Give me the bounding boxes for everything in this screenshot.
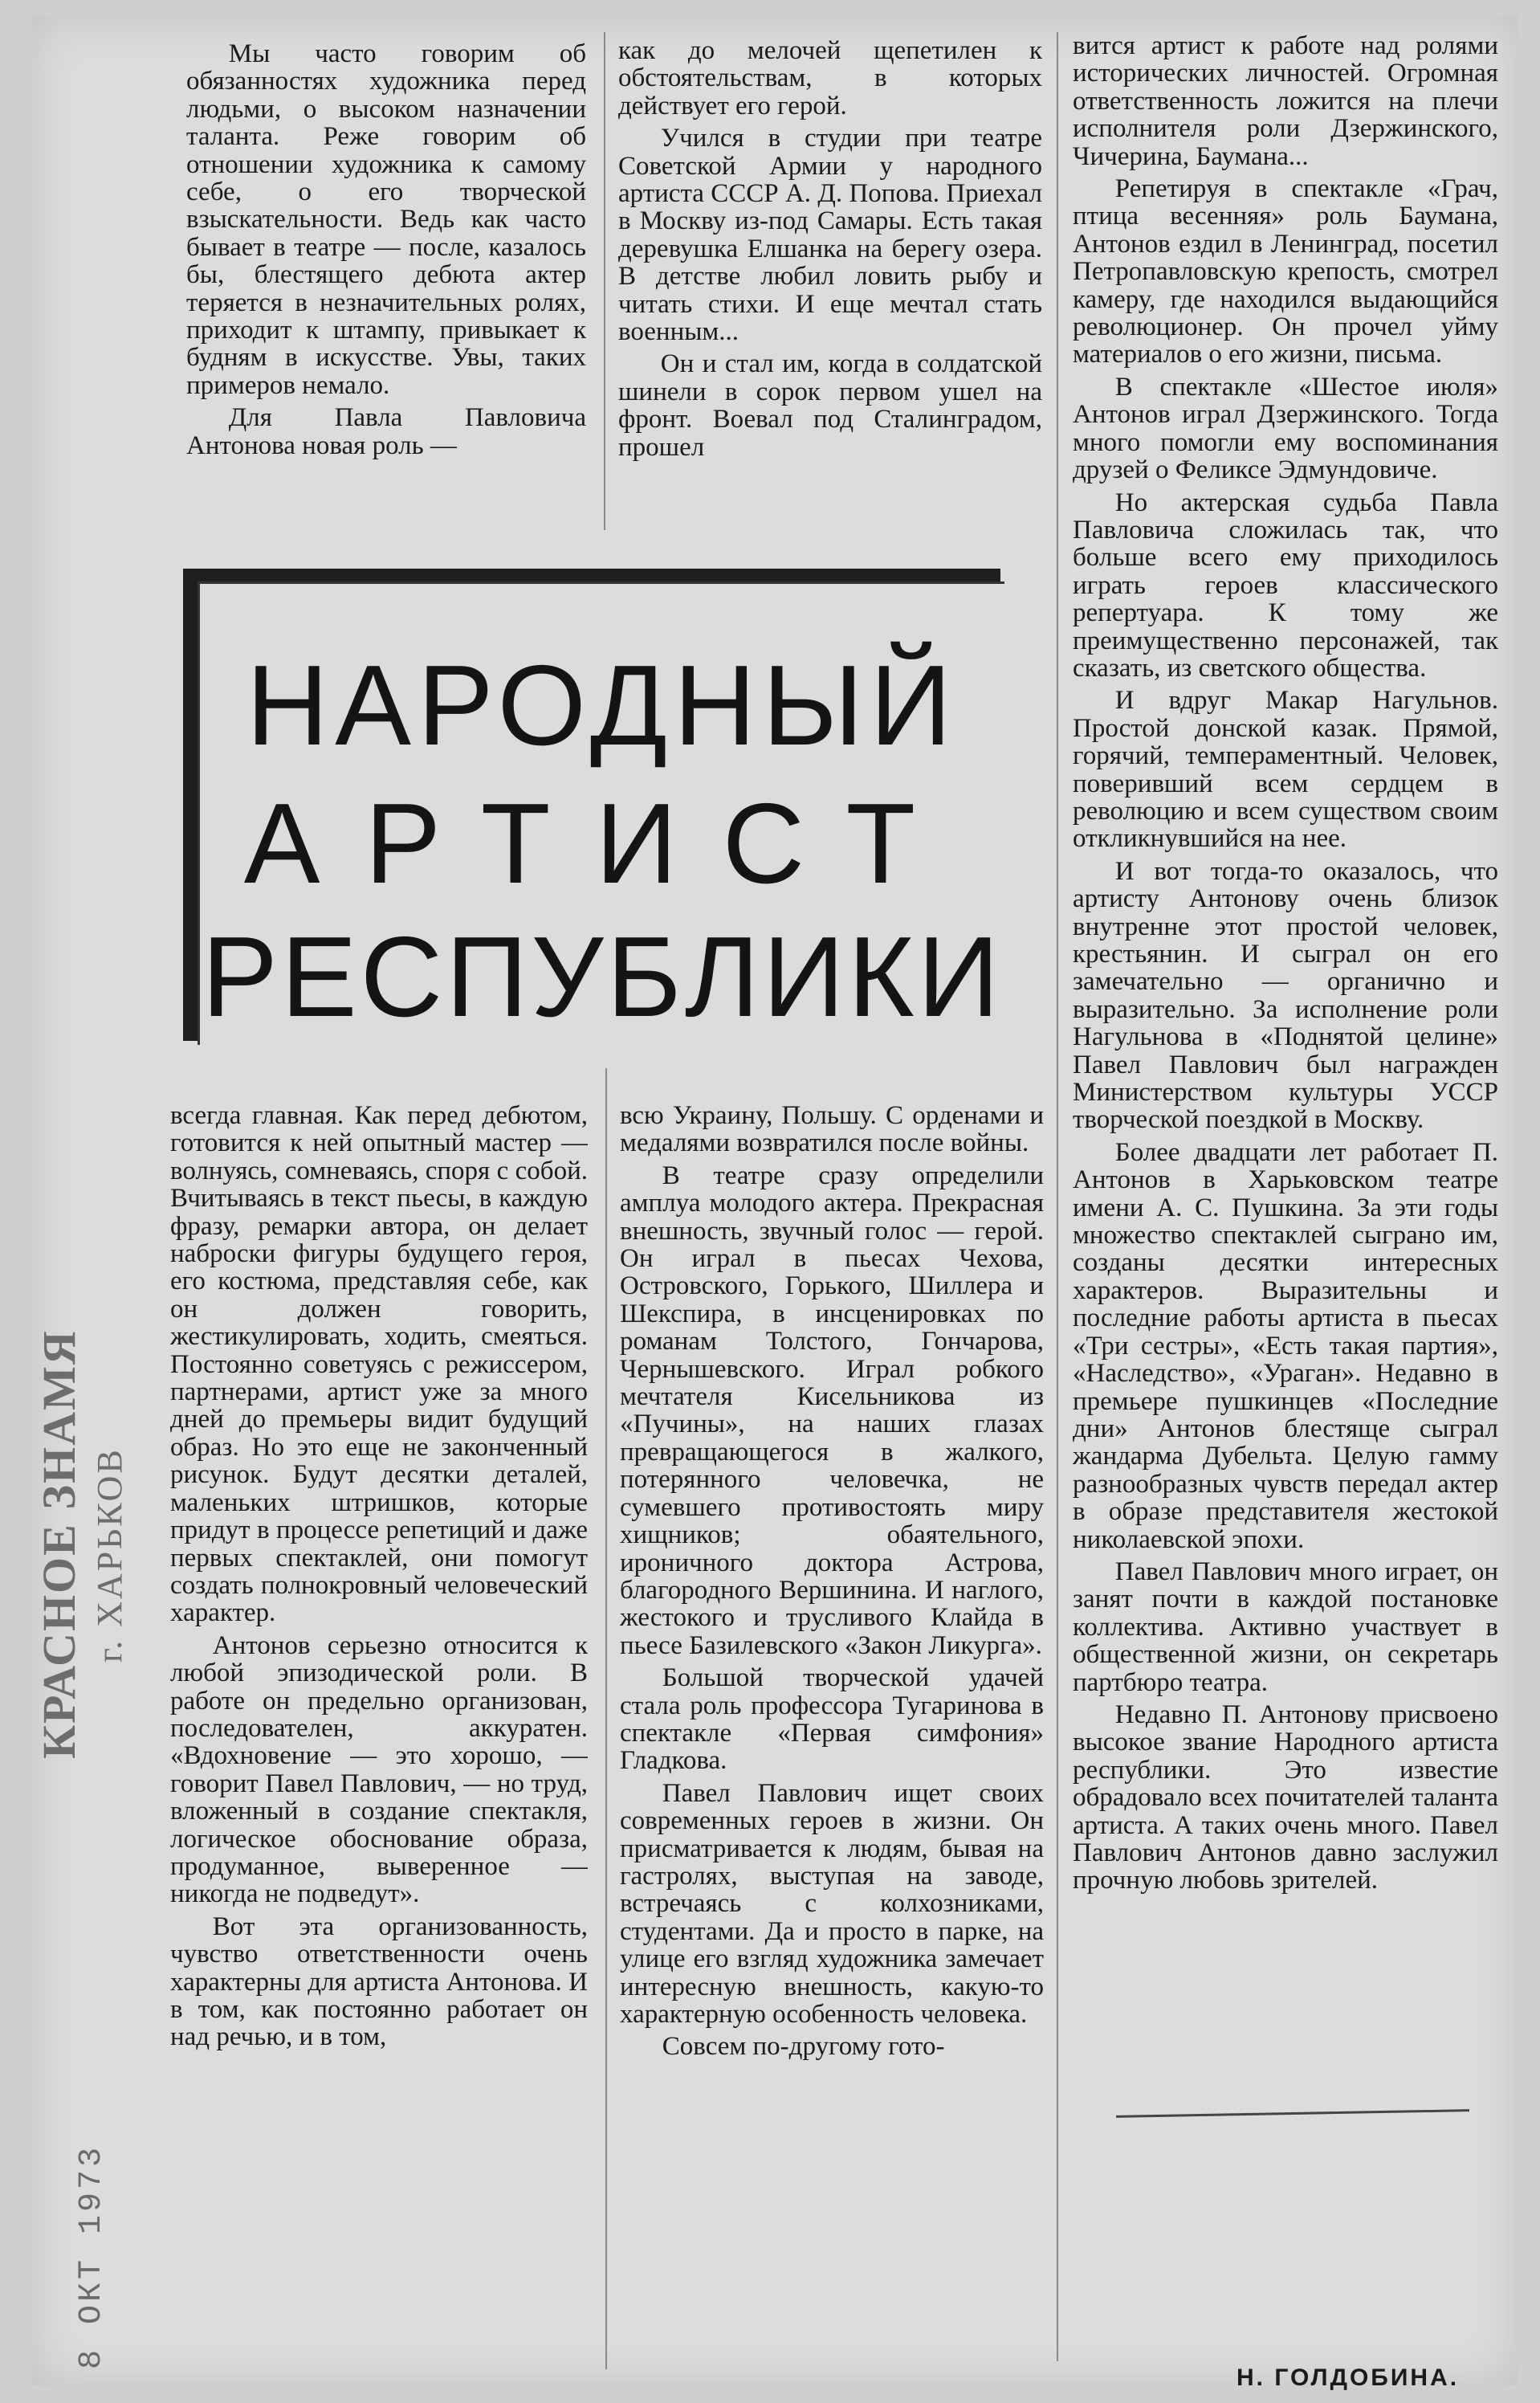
headline-box xyxy=(183,569,1016,1057)
top-column-1 xyxy=(186,40,586,528)
paragraph: Вот эта организованность, чувство ответственности очень характерны для артиста Антонова. И в том, как постоянно работает он над речью, и в том, xyxy=(170,1911,588,2052)
newspaper-stamp xyxy=(32,1309,161,1823)
paragraph: Павел Павлович много играет, он занят почти в каждой постановке коллектива. Активно участвует в общественной жизни, он секретарь партбюро театра. xyxy=(1073,1556,1498,1697)
paragraph: Репетируя в спектакле «Грач, птица весенняя» роль Баумана, Антонов ездил в Ленинград, посетил Петропавловскую крепость, смотрел камеру, где находился выдающийся революционер. Он прочел уйму материалов о его жизни, письма. xyxy=(1073,174,1498,369)
paragraph: Недавно П. Антонову присвоено высокое звание Народного артиста республики. Это известие обрадовало всех почитателей таланта артиста. А таких очень много. Павел Павлович Антонов давно заслужил прочную любовь зрителей. xyxy=(1073,1699,1498,1895)
right-column xyxy=(1073,32,1498,2345)
headline-line-3: РЕСПУБЛИКИ xyxy=(202,913,1003,1041)
paragraph: В театре сразу определили амплуа молодого актера. Прекрасная внешность, звучный голос — герой. Он играл в пьесах Чехова, Островского, Горького, Шиллера и Шекспира, в инсценировках по романам Толстого, Гончарова, Чернышевского. Играл робкого мечтателя Кисельникова из «Пучины», на наших глазах превращающегося в жалкого, потерянного человечка, не сумевшего противостоять миру хищников; обаятельного, ироничного доктора Астрова, благородного Вершинина. И наглого, жестокого и трусливого Клайда в пьесе Базилевского «Закон Ликурга». xyxy=(620,1161,1044,1660)
paragraph: Он и стал им, когда в солдатской шинели в сорок первом ушел на фронт. Воевал под Сталинградом, прошел xyxy=(618,349,1042,462)
paragraph: Но актерская судьба Павла Павловича сложилась так, что больше всего ему приходилось играть героев классического репертуара. К тому же преимущественно персонажей, так сказать, из светского общества. xyxy=(1073,488,1498,683)
paragraph: И вдруг Макар Нагульнов. Простой донской казак. Прямой, горячий, темпераментный. Человек, поверивший всем сердцем в революцию и всем существом своим откликнувшийся на нее. xyxy=(1073,686,1498,854)
paragraph: Антонов серьезно относится к любой эпизодической роли. В работе он предельно организован, последователен, аккуратен. «Вдохновение — это хорошо, — говорит Павел Павлович, — но труд, вложенный в создание спектакля, логическое обоснование образа, продуманное, выверенное — никогда не подведут». xyxy=(170,1630,588,1909)
paragraph: Совсем по-другому гото- xyxy=(662,2032,945,2062)
column-rule xyxy=(605,1068,607,2369)
headline-line-1: НАРОДНЫЙ xyxy=(246,642,959,769)
paragraph: вится артист к работе над ролями исторических личностей. Огромная ответственность ложится на плечи исполнителя роли Дзержинского, Чичерина, Баумана... xyxy=(1073,32,1498,171)
paragraph: Учился в студии при театре Советской Армии у народного артиста СССР А. Д. Попова. Приехал в Москву из-под Самары. Есть такая деревушка Елшанка на берегу озера. В детстве любил ловить рыбу и читать стихи. И еще мечтал стать военным... xyxy=(618,124,1042,347)
headline-panel xyxy=(198,581,1004,1045)
paragraph: Павел Павлович ищет своих современных героев в жизни. Он присматривается к людям, бывая на гастролях, выступая на заводе, встречаясь с колхозниками, студентами. Да и просто в парке, на улице его взгляд художника замечает интересную внешность, какую-то характерную особенность человека. xyxy=(620,1778,1044,2029)
top-column-2 xyxy=(618,37,1042,528)
paragraph: В спектакле «Шестое июля» Антонов играл Дзержинского. Тогда много помогли ему воспоминания друзей о Феликсе Эдмундовиче. xyxy=(1073,372,1498,485)
paragraph: Мы часто говорим об обязанностях художника перед людьми, о высоком назначении таланта. Реже говорим об отношении художника к самому себе, о его творческой взыскательности. Ведь как часто бывает в театре — после, казалось бы, блестящего дебюта актер теряется в незначительных ролях, приходит к штампу, привыкает к будням в искусстве. Увы, таких примеров немало. xyxy=(186,40,586,400)
stamp-text xyxy=(32,1329,130,1759)
paragraph: как до мелочей щепетилен к обстоятельствам, в которых действует его герой. xyxy=(618,37,1042,120)
bottom-column-1 xyxy=(170,1102,588,2377)
author-signature: Н. ГОЛДОБИНА. xyxy=(1236,2364,1460,2391)
column-rule xyxy=(1057,32,1058,2361)
date-stamp xyxy=(74,2128,122,2385)
stamp-city: г. ХАРЬКОВ xyxy=(90,1447,129,1663)
stamp-date: 8 ОКТ 1973 xyxy=(74,2144,110,2369)
headline-line-2: АРТИСТ xyxy=(243,780,961,908)
paragraph: всю Украину, Польшу. С орденами и медалями возвратился после войны. xyxy=(620,1102,1044,1158)
paragraph: Большой творческой удачей стала роль профессора Тугаринова в спектакле «Первая симфония» Гладкова. xyxy=(620,1663,1044,1776)
column-rule xyxy=(604,32,605,530)
paragraph: И вот тогда-то оказалось, что артисту Антонову очень близок внутренне этот простой человек, крестьянин. И сыграл он его замечательно — органично и выразительно. За исполнение роли Нагульнова в «Поднятой целине» Павел Павлович был награжден Министерством культуры УССР творческой поездкой в Москву. xyxy=(1073,856,1498,1135)
paragraph: Более двадцати лет работает П. Антонов в Харьковском театре имени А. С. Пушкина. За эти годы множество спектаклей сыграно им, созданы десятки интересных характеров. Выразительны и последние работы артиста в пьесах «Три сестры», «Есть такая партия», «Наследство», «Ураган». Недавно в премьере пушкинцев «Последние дни» Антонов блестяще сыграл жандарма Дубельта. Целую гамму разнообразных чувств передал актер в образе представителя жестокой николаевской эпохи. xyxy=(1073,1137,1498,1554)
paragraph: Для Павла Павловича Антонова новая роль — xyxy=(186,403,586,460)
bottom-column-2 xyxy=(620,1102,1044,2377)
stamp-newspaper-name: КРАСНОЕ ЗНАМЯ xyxy=(33,1329,85,1759)
paragraph: всегда главная. Как перед дебютом, готовится к ней опытный мастер — волнуясь, сомневаясь, споря с собой. Вчитываясь в текст пьесы, в каждую фразу, ремарки автора, он делает наброски фигуры будущего героя, его костюма, представляя себе, как он должен говорить, жестикулировать, ходить, смеяться. Постоянно советуясь с режиссером, партнерами, артист уже за много дней до премьеры видит будущий образ. Но это еще не законченный рисунок. Будут десятки деталей, маленьких штришков, которые придут в процессе репетиций и даже первых спектаклей, они помогут создать полнокровный человеческий характер. xyxy=(170,1102,588,1628)
